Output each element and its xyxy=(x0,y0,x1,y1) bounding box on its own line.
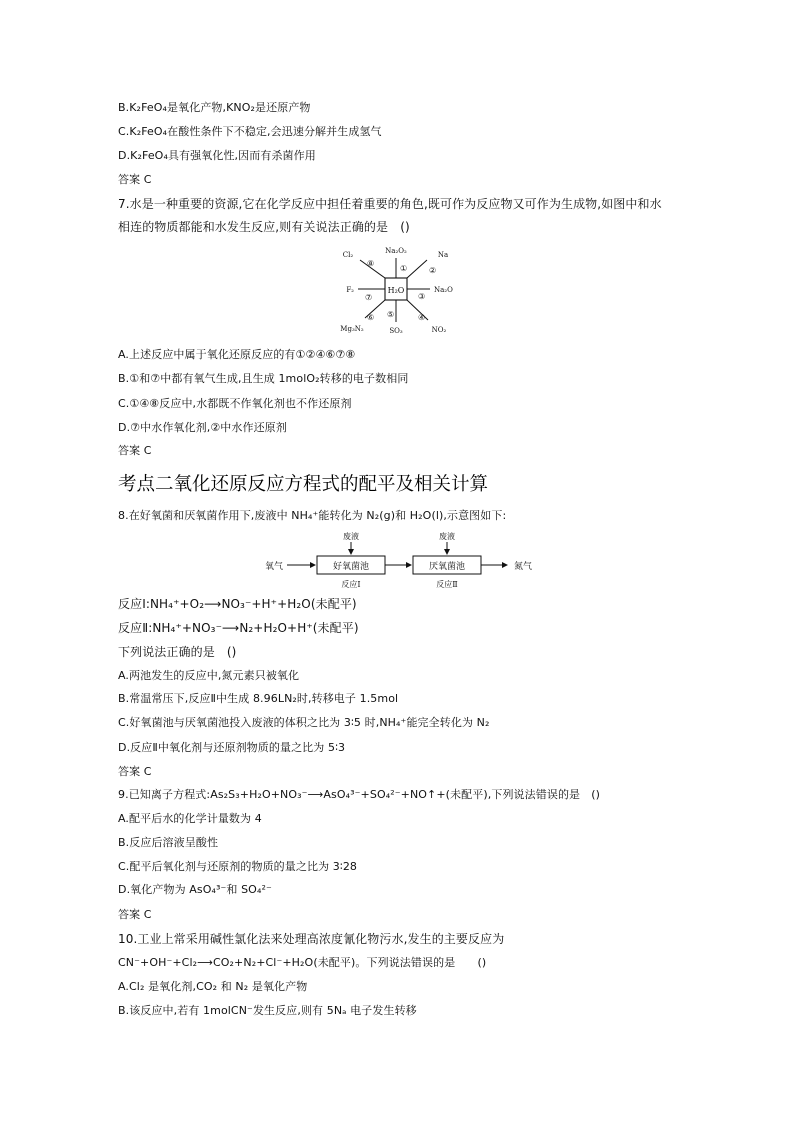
spoke-5-num: ⑤ xyxy=(387,310,395,319)
flow-reaction-1-label: 反应Ⅰ xyxy=(341,580,361,589)
reaction-2-equation: 反应Ⅱ:NH₄⁺+NO₃⁻⟶N₂+H₂O+H⁺(未配平) xyxy=(118,621,359,635)
question-9-stem: 9.已知离子方程式:As₂S₃+H₂O+NO₃⁻⟶AsO₄³⁻+SO₄²⁻+NO↑+(未配平),下列说法错误的是 () xyxy=(118,788,601,801)
question-8-stem: 8.在好氧菌和厌氧菌作用下,废液中 NH₄⁺能转化为 N₂(g)和 H₂O(l),示意图如下: xyxy=(118,509,507,522)
option-d-q8: D.反应Ⅱ中氧化剂与还原剂物质的量之比为 5∶3 xyxy=(118,741,346,754)
spoke-1-num: ① xyxy=(400,264,408,273)
option-c-q6: C.K₂FeO₄在酸性条件下不稳定,会迅速分解并生成氢气 xyxy=(118,125,382,138)
answer-q6: 答案 C xyxy=(118,173,152,186)
spoke-2-line xyxy=(407,260,427,278)
flow-reaction-2-label: 反应Ⅱ xyxy=(436,580,458,589)
flow-waste-2-label: 废液 xyxy=(439,532,455,541)
option-a-q9: A.配平后水的化学计量数为 4 xyxy=(118,812,262,825)
bacteria-flow-diagram xyxy=(255,527,545,593)
spoke-3-label: Na₂O xyxy=(434,286,453,294)
spoke-1-label: Na₂O₂ xyxy=(385,247,407,255)
flow-waste-1-label: 废液 xyxy=(343,532,359,541)
option-b-q8: B.常温常压下,反应Ⅱ中生成 8.96LN₂时,转移电子 1.5mol xyxy=(118,692,399,705)
spoke-7-label: F₂ xyxy=(346,286,354,294)
option-a-q7: A.上述反应中属于氧化还原反应的有①②④⑥⑦⑧ xyxy=(118,348,356,361)
option-d-q9: D.氧化产物为 AsO₄³⁻和 SO₄²⁻ xyxy=(118,883,272,896)
question-7-stem: 7.水是一种重要的资源,它在化学反应中担任着重要的角色,既可作为反应物又可作为生成物,如图中和水 xyxy=(118,197,662,211)
spoke-6-num: ⑥ xyxy=(367,313,375,322)
option-d-q7: D.⑦中水作氧化剂,②中水作还原剂 xyxy=(118,421,287,434)
flow-box-aerobic-label: 好氧菌池 xyxy=(332,562,370,572)
spoke-5-label: SO₃ xyxy=(389,327,403,335)
flow-output-label: 氮气 xyxy=(513,562,533,572)
spoke-7-num: ⑦ xyxy=(365,293,373,302)
spoke-2-label: Na xyxy=(437,251,449,259)
option-b-q9: B.反应后溶液呈酸性 xyxy=(118,836,219,849)
flow-box-anaerobic-label: 厌氧菌池 xyxy=(428,562,466,572)
spoke-3-num: ③ xyxy=(418,292,426,301)
answer-q8: 答案 C xyxy=(118,765,152,778)
option-b-q7: B.①和⑦中都有氧气生成,且生成 1molO₂转移的电子数相同 xyxy=(118,372,409,385)
option-c-q9: C.配平后氧化剂与还原剂的物质的量之比为 3∶28 xyxy=(118,860,358,873)
option-a-q8: A.两池发生的反应中,氮元素只被氧化 xyxy=(118,669,300,682)
spoke-4-num: ④ xyxy=(418,313,426,322)
option-b-q10: B.该反应中,若有 1molCN⁻发生反应,则有 5Nₐ 电子发生转移 xyxy=(118,1004,417,1017)
answer-q9: 答案 C xyxy=(118,908,152,921)
spoke-4-label: NO₂ xyxy=(431,326,447,334)
spoke-6-label: Mg₃N₂ xyxy=(340,325,364,333)
question-10-stem: 10.工业上常采用碱性氯化法来处理高浓度氰化物污水,发生的主要反应为 xyxy=(118,932,505,946)
section-heading: 考点二氧化还原反应方程式的配平及相关计算 xyxy=(118,474,489,495)
option-c-q7: C.①④⑧反应中,水都既不作氧化剂也不作还原剂 xyxy=(118,397,352,410)
option-a-q10: A.Cl₂ 是氧化剂,CO₂ 和 N₂ 是氧化产物 xyxy=(118,980,308,993)
reaction-1-equation: 反应Ⅰ:NH₄⁺+O₂⟶NO₃⁻+H⁺+H₂O(未配平) xyxy=(118,597,357,611)
option-b-q6: B.K₂FeO₄是氧化产物,KNO₂是还原产物 xyxy=(118,101,311,114)
option-c-q8: C.好氧菌池与厌氧菌池投入废液的体积之比为 3∶5 时,NH₄⁺能完全转化为 N₂ xyxy=(118,716,490,729)
flow-input-label: 氧气 xyxy=(264,562,284,572)
answer-q7: 答案 C xyxy=(118,444,152,457)
option-d-q6: D.K₂FeO₄具有强氧化性,因而有杀菌作用 xyxy=(118,149,316,162)
question-8-prompt: 下列说法正确的是 () xyxy=(118,645,237,659)
water-reaction-diagram xyxy=(330,242,470,340)
water-center-label: H₂O xyxy=(387,286,405,295)
spoke-8-num: ⑧ xyxy=(367,259,375,268)
question-10-equation: CN⁻+OH⁻+Cl₂⟶CO₂+N₂+Cl⁻+H₂O(未配平)。下列说法错误的是 () xyxy=(118,956,487,969)
spoke-2-num: ② xyxy=(429,266,437,275)
spoke-8-label: Cl₂ xyxy=(342,251,354,259)
question-7-stem-cont: 相连的物质都能和水发生反应,则有关说法正确的是 () xyxy=(118,220,410,234)
